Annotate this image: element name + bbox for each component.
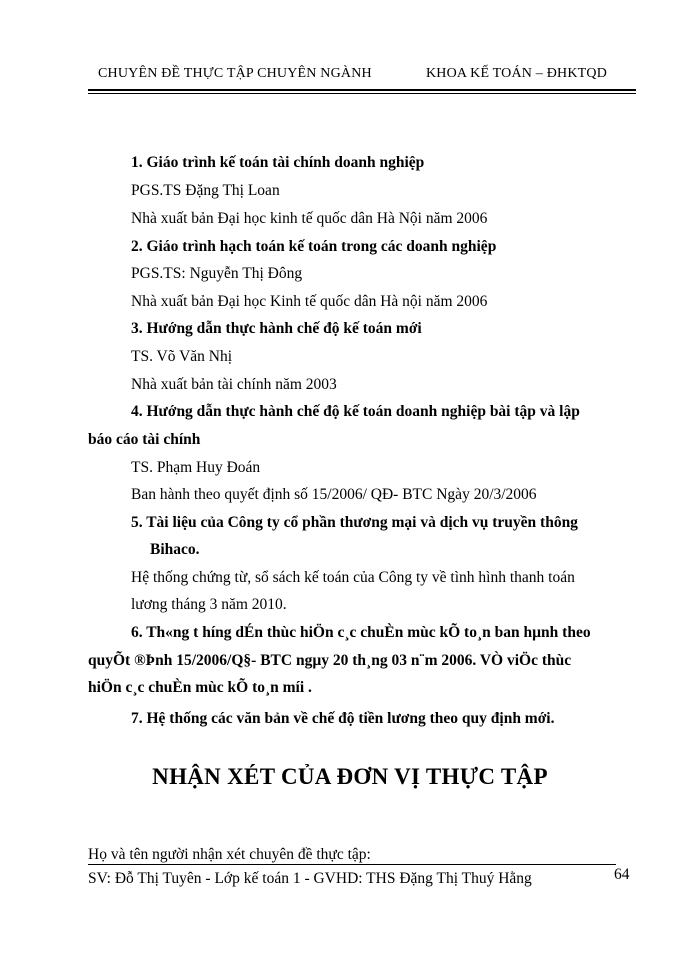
reference-3-publisher: Nhà xuất bản tài chính năm 2003 xyxy=(131,376,337,393)
reference-5-desc-line1: Hệ thống chứng từ, sổ sách kế toán của Công ty về tình hình thanh toán xyxy=(131,569,575,586)
reference-4-author: TS. Phạm Huy Đoán xyxy=(131,459,261,476)
reference-5-title-line2: Bihaco. xyxy=(150,541,200,558)
reference-2-title: 2. Giáo trình hạch toán kế toán trong các doanh nghiệp xyxy=(131,238,497,255)
reference-1-title: 1. Giáo trình kế toán tài chính doanh nghiệp xyxy=(131,154,425,171)
reference-5-desc-line2: lương tháng 3 năm 2010. xyxy=(131,596,287,613)
reference-7-title: 7. Hệ thống các văn bản về chế độ tiền lương theo quy định mới. xyxy=(131,710,555,727)
header-right: KHOA KẾ TOÁN – ĐHKTQD xyxy=(426,66,608,81)
reference-3-title: 3. Hướng dẫn thực hành chế độ kế toán mới xyxy=(131,320,422,337)
footer-text: SV: Đỗ Thị Tuyên - Lớp kế toán 1 - GVHD: THS Đặng Thị Thuý Hằng xyxy=(88,870,532,887)
page-number: 64 xyxy=(614,866,630,883)
page-header xyxy=(88,62,636,86)
header-rule xyxy=(88,89,636,91)
reference-6-line1: 6. Th«ng t híng dÉn thùc hiÖn c¸c chuÈn mùc kÕ to¸n ban hµnh theo xyxy=(131,624,591,641)
reference-4-title-line2: báo cáo tài chính xyxy=(88,431,201,448)
reference-3-author: TS. Võ Văn Nhị xyxy=(131,348,233,365)
reference-2-author: PGS.TS: Nguyễn Thị Đông xyxy=(131,265,303,282)
reference-6-line3: hiÖn c¸c chuÈn mùc kÕ to¸n míi . xyxy=(88,679,312,696)
header-left: CHUYÊN ĐỀ THỰC TẬP CHUYÊN NGÀNH xyxy=(98,66,372,81)
reference-1-author: PGS.TS Đặng Thị Loan xyxy=(131,182,280,199)
reference-2-publisher: Nhà xuất bản Đại học Kinh tế quốc dân Hà nội năm 2006 xyxy=(131,293,488,310)
reference-6-line2: quyÕt ®Þnh 15/2006/Q§- BTC ngµy 20 th¸ng 03 n¨m 2006. VÒ viÖc thùc xyxy=(88,652,572,669)
reference-4-title-line1: 4. Hướng dẫn thực hành chế độ kế toán doanh nghiệp bài tập và lập xyxy=(131,403,580,420)
reference-4-publisher: Ban hành theo quyết định số 15/2006/ QĐ- BTC Ngày 20/3/2006 xyxy=(131,486,537,503)
header-rule-thin xyxy=(88,93,636,94)
section-title: NHẬN XÉT CỦA ĐƠN VỊ THỰC TẬP xyxy=(152,764,548,789)
reference-1-publisher: Nhà xuất bản Đại học kinh tế quốc dân Hà Nội năm 2006 xyxy=(131,210,488,227)
reference-5-title-line1: 5. Tài liệu của Công ty cổ phần thương mại và dịch vụ truyền thông xyxy=(131,514,578,531)
reviewer-label: Họ và tên người nhận xét chuyên đề thực tập: xyxy=(88,846,371,863)
footer-rule xyxy=(88,864,616,865)
